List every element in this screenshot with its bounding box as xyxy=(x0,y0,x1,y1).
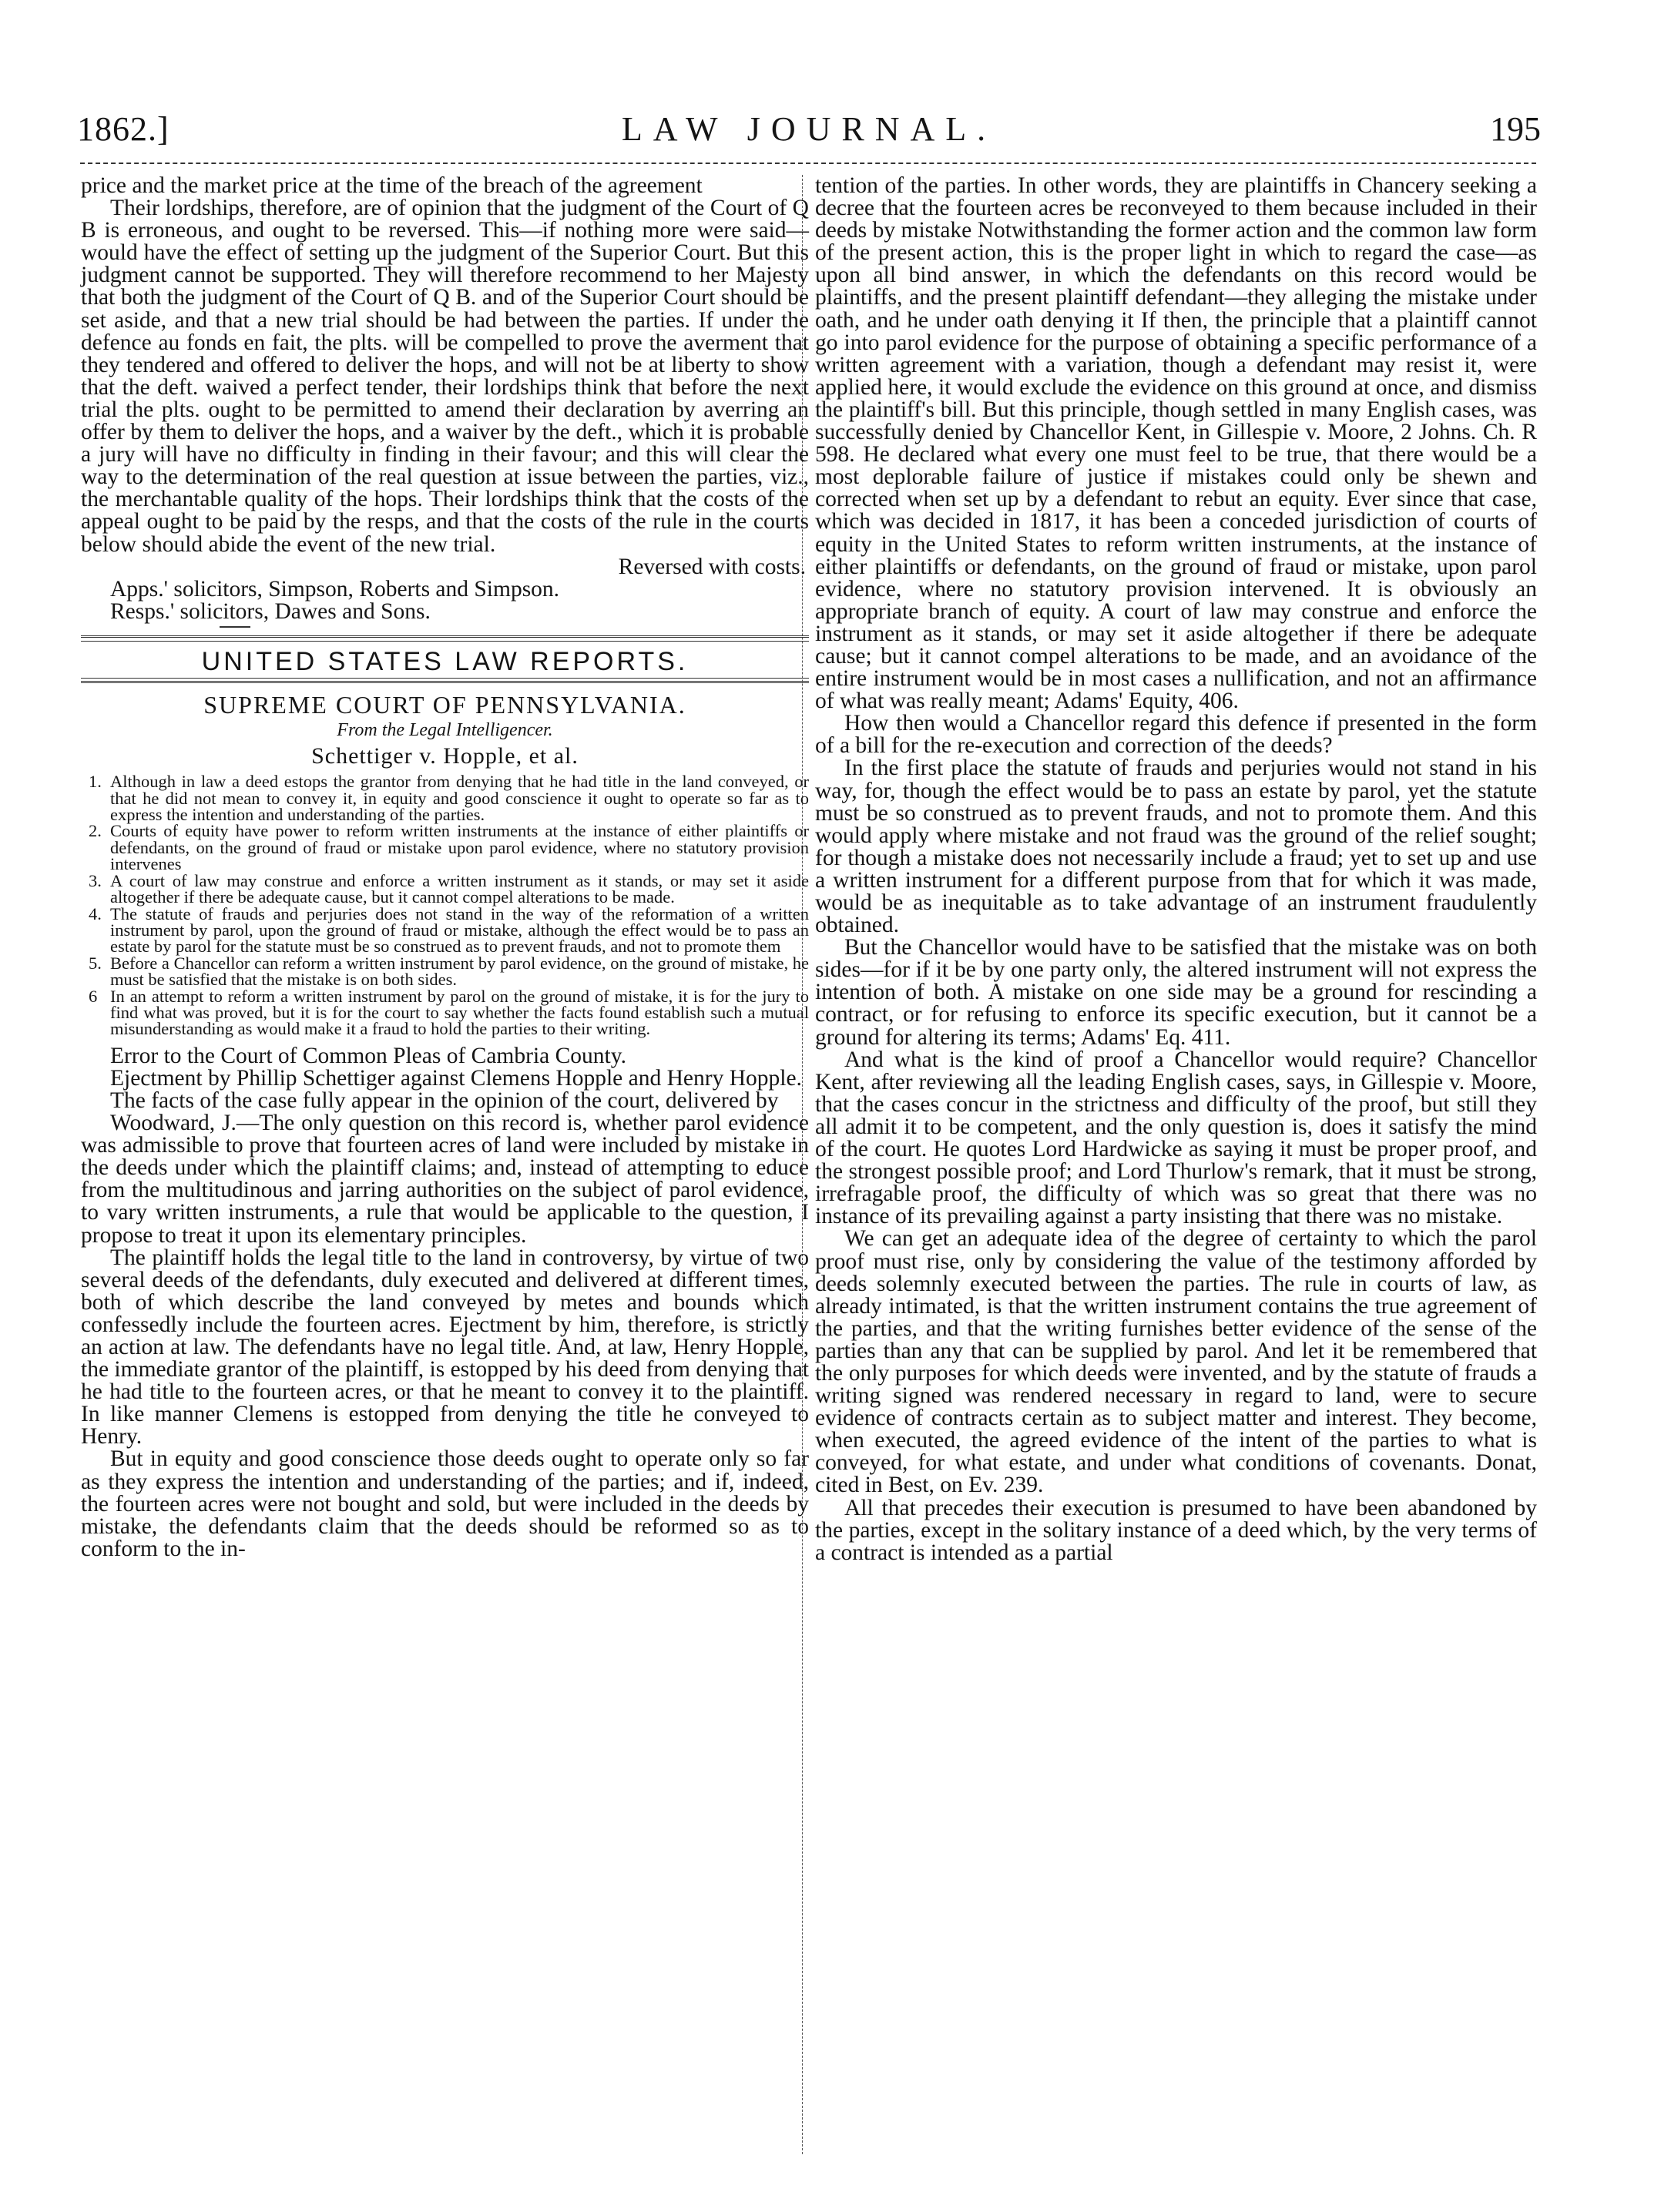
syllabus-item: 3. A court of law may construe and enforce a written instrument as it stands, or may set it aside altogether if there be adequate cause, but it cannot compel alterations to be made. xyxy=(89,870,809,907)
paragraph: But the Chancellor would have to be satisfied that the mistake was on both sides—for if it be by one party only, the altered instrument will not express the intention of both. A mistake on one side may be a ground for rescinding a contract, or for refusing to enforce its specific execution, but it cannot be a ground for altering its terms; Adams' Eq. 411. xyxy=(815,935,1537,1050)
paragraph: In the first place the statute of frauds and perjuries would not stand in his way, for, though the effect would be to pass an estate by parol, yet the statute must be so construed as to prevent frauds, and not to promote them. And this would apply where mistake and not fraud was the ground of the relief sought; for though a mistake does not necessarily include a fraud; yet to set up and use a written instrument for a different purpose from that for which it was made, would be as inequitable as to take advantage of an instrument fraudulently obtained. xyxy=(815,756,1537,938)
error-line: Error to the Court of Common Pleas of Cambria County. xyxy=(110,1043,626,1068)
paragraph: And what is the kind of proof a Chancellor would require? Chancellor Kent, after reviewing all the leading English cases, says, in Gillespie v. Moore, that the cases concur in the strictness and difficulty of the proof, but still they all admit it to be competent, and the only question is, does it satisfy the mind of the court. He quotes Lord Hardwicke as saying it must be proper proof, and the strongest possible proof; and Lord Thurlow's remark, that it must be strong, irrefragable proof, the difficulty of which was so great that there was no instance of its prevailing against a party insisting that there was no mistake. xyxy=(815,1047,1537,1229)
left-column xyxy=(81,175,809,1560)
paragraph: Their lordships, therefore, are of opinion that the judgment of the Court of Q B is erroneous, and ought to be reversed. This—if nothing more were said—would have the effect of setting up the judgment of the Superior Court. But this judgment cannot be supported. They will therefore recommend to her Majesty that both the judgment of the Court of Q B. and of the Superior Court should be set aside, and that a new trial should be had between the parties. If under the defence au fonds en fait, the plts. will be compelled to prove the averment that they tendered and offered to deliver the hops, and will not be at liberty to show that the deft. waived a perfect tender, their lordships think that before the next trial the plts. ought to be permitted to amend their declaration by averring an offer by them to deliver the hops, and a waiver by the deft., which it is probable a jury will have no difficulty in finding in their favour; and this will clear the way to the determination of the real question at issue between the parties, viz., the merchantable quality of the hops. Their lordships think that the costs of the appeal ought to be paid by the resps, and that the costs of the rule in the courts below should abide the event of the new trial. xyxy=(81,196,809,557)
paragraph: price and the market price at the time of the breach of the agreement xyxy=(81,173,703,198)
syllabus-item: 2. Courts of equity have power to reform written instruments at the instance of either plaintiffs or defendants, on the ground of fraud or mistake upon parol evidence, where no statutory provision intervenes xyxy=(89,821,809,874)
judgment-result: Reversed with costs. xyxy=(618,554,806,579)
header-year: 1862.] xyxy=(77,110,169,148)
apps-solicitors: Apps.' solicitors, Simpson, Roberts and Simpson. xyxy=(110,576,560,602)
header-rule xyxy=(80,163,1536,164)
section-title: UNITED STATES LAW REPORTS. xyxy=(201,646,689,676)
paragraph: How then would a Chancellor regard this defence if presented in the form of a bill for the re-execution and correction of the deeds? xyxy=(815,711,1537,759)
syllabus-item: 1. Although in law a deed estops the grantor from denying that he had title in the land conveyed, or that he did not mean to convey it, in equity and good conscience it ought to operate so far as to express the intention and understanding of the parties. xyxy=(89,772,809,825)
syllabus-item: 4. The statute of frauds and perjuries does not stand in the way of the reformation of a written instrument by parol, upon the ground of fraud or mistake, although the effect would be to pass an estate by parol for the statute must be so construed as to prevent frauds, and not to promote them xyxy=(89,903,809,957)
syllabus-item: 5. Before a Chancellor can reform a written instrument by parol evidence, on the ground of mistake, he must be satisfied that the mistake is on both sides. xyxy=(89,953,809,990)
journal-title: LAW JOURNAL. xyxy=(621,110,997,148)
section-rule-top xyxy=(81,635,809,642)
resps-solicitors: Resps.' solicitors, Dawes and Sons. xyxy=(110,598,431,624)
court-name: SUPREME COURT OF PENNSYLVANIA. xyxy=(203,690,686,719)
paragraph: tention of the parties. In other words, they are plaintiffs in Chancery seeking a decree that the fourteen acres be reconveyed to them because included in their deeds by mistake Notwithstanding the former action and the common law form of the present action, this is the proper light in which to regard the case—as upon all bind answer, in which the defendants on this record would be plaintiffs, and the present plaintiff defendant—they alleging the mistake under oath, and he under oath denying it If then, the principle that a plaintiff cannot go into parol evidence for the purpose of obtaining a specific performance of a written agreement with a variation, though a defendant may resist it, were applied here, it would exclude the evidence on this ground at once, and dismiss the plaintiff's bill. But this principle, though settled in many English cases, was successfully denied by Chancellor Kent, in Gillespie v. Moore, 2 Johns. Ch. R 598. He declared what every one must feel to be true, that there would be a most deplorable failure of justice if mistakes could only be shewn and corrected when set up by a defendant to rebut an equity. Ever since that case, which was decided in 1817, it has been a conceded jurisdiction of courts of equity in the United States to reform written instruments, at the instance of either plaintiffs or defendants, on the ground of fraud or mistake, upon parol evidence, where no statutory provision intervened. It is obviously an appropriate branch of equity. A court of law may construe and enforce the instrument as it stands, or may set it aside altogether if there be adequate cause; but it cannot compel alterations to be made, and an avoidance of the entire instrument would be in most cases a nullification, and not an affirmance of what was really meant; Adams' Equity, 406. xyxy=(815,173,1537,714)
right-column xyxy=(815,175,1537,1564)
paragraph: Woodward, J.—The only question on this record is, whether parol evidence was admissible to prove that fourteen acres of land were included by mistake in the deeds under which the plaintiff claims; and, instead of attempting to educe from the multitudinous and jarring authorities on the subject of parol evidence, to vary written instruments, a rule that would be applicable to the question, I propose to treat it upon its elementary principles. xyxy=(81,1111,809,1248)
facts-line: The facts of the case fully appear in the opinion of the court, delivered by xyxy=(110,1088,779,1113)
page-header xyxy=(77,109,1541,156)
paragraph: We can get an adequate idea of the degree of certainty to which the parol proof must rise, only by considering the value of the testimony afforded by deeds solemnly executed between the parties. The rule in courts of law, as already intimated, is that the written instrument contains the true agreement of the parties, and that the writing furnishes better evidence of the sense of the parties than any that can be supplied by parol. And let it be remembered that the only purposes for which deeds were invented, and by the statute of frauds a writing signed was rendered necessary in regard to land, were to secure evidence of contracts certain as to subject matter and interest. They become, when executed, the agreed evidence of the intent of the parties to what is conveyed, for what estate, and under what conditions of covenants. Donat, cited in Best, on Ev. 239. xyxy=(815,1226,1537,1498)
paragraph: All that precedes their execution is presumed to have been abandoned by the parties, except in the solitary instance of a deed which, by the very terms of a contract is intended as a partial xyxy=(815,1495,1537,1565)
page-number: 195 xyxy=(1490,110,1541,148)
short-divider xyxy=(220,626,250,628)
syllabus-item: 6 In an attempt to reform a written instrument by parol on the ground of mistake, it is for the jury to find what was proved, but it is for the court to say whether the facts found establish such a mutual misunderstanding as would make it a fraud to hold the parties to their writing. xyxy=(89,986,809,1039)
syllabus-list xyxy=(81,773,809,1037)
section-rule-bottom xyxy=(81,678,809,683)
ejectment-line: Ejectment by Phillip Schettiger against Clemens Hopple and Henry Hopple. xyxy=(110,1065,802,1091)
paragraph: The plaintiff holds the legal title to the land in controversy, by virtue of two several deeds of the defendants, duly executed and delivered at different times, both of which describe the land conveyed by metes and bounds which confessedly include the fourteen acres. Ejectment by him, therefore, is strictly an action at law. The defendants have no legal title. And, at law, Henry Hopple, the immediate grantor of the plaintiff, is estopped by his deed from denying that he had title to the fourteen acres, or that he meant to convey it to the plaintiff. In like manner Clemens is estopped from denying the title he conveyed to Henry. xyxy=(81,1245,809,1450)
case-name: Schettiger v. Hopple, et al. xyxy=(311,743,579,769)
report-source: From the Legal Intelligencer. xyxy=(337,720,553,741)
paragraph: But in equity and good conscience those deeds ought to operate only so far as they express the intention and understanding of the parties; and if, indeed, the fourteen acres were not bought and sold, but were included in the deeds by mistake, the defendants claim that the deeds should be reformed so as to conform to the in- xyxy=(81,1446,809,1561)
